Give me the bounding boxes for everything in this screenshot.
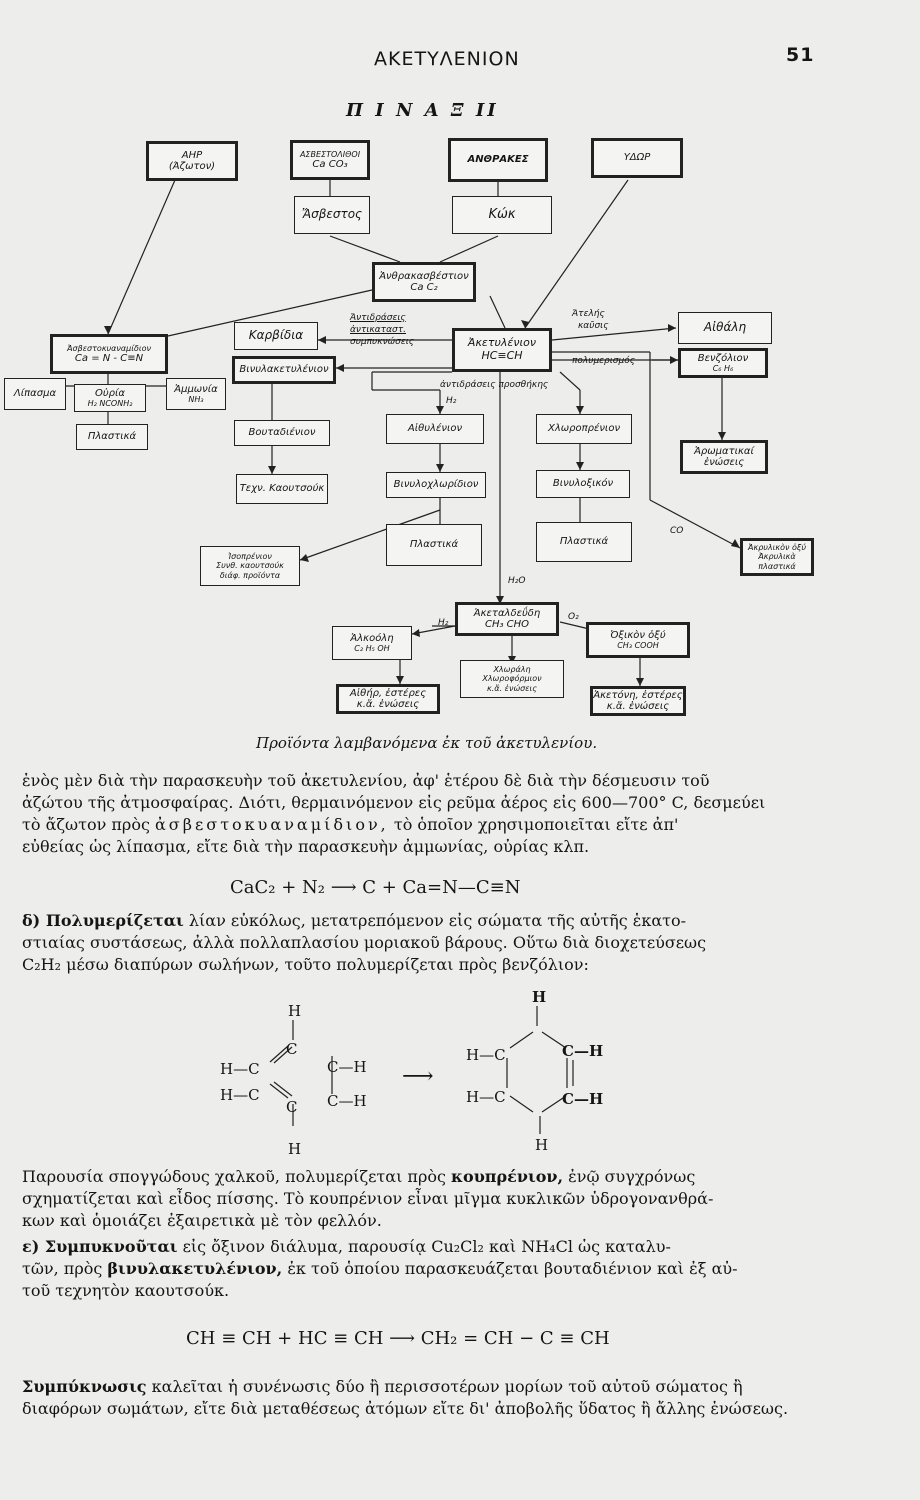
reactant-ch-2: C—H bbox=[327, 1092, 367, 1110]
equation-vinylacetylene: CH ≡ CH + HC ≡ CH ⟶ CH₂ = CH − C ≡ CH bbox=[186, 1328, 610, 1349]
label-incomplete-combustion: Ἀτελής καῦσις bbox=[572, 309, 609, 331]
benzene-scheme-bonds bbox=[0, 990, 920, 1190]
table-title: Π Ι Ν Α Ξ II bbox=[346, 100, 499, 121]
box-acrylic-acid: Ἀκρυλικὸν ὀξύ Ἀκρυλικὰ πλαστικά bbox=[740, 538, 814, 576]
box-air: ΑΗΡ (Άζωτον) bbox=[146, 141, 238, 181]
benzene-hc-1: H—C bbox=[466, 1046, 506, 1064]
page-number: 51 bbox=[786, 44, 815, 66]
box-plastics-3: Πλαστικά bbox=[536, 522, 632, 562]
box-isoprene: Ἰσοπρένιον Συνθ. καουτσούκ διάφ. προϊόντα bbox=[200, 546, 300, 586]
box-calcium-carbide: Ἀνθρακασβέστιον Ca C₂ bbox=[372, 262, 476, 302]
box-acetic-acid: Ὀξικὸν ὀξύ CH₃ COOH bbox=[586, 622, 690, 658]
label-reactions: Ἀντιδράσεις ἀντικαταστ. συμπυκνώσεις bbox=[350, 313, 415, 347]
label-addition-reactions: ἀντιδράσεις προσθήκης bbox=[440, 380, 549, 390]
box-soot: Αἰθάλη bbox=[678, 312, 772, 344]
box-carbides: Καρβίδια bbox=[234, 322, 318, 350]
box-ethylene: Αἰθυλένιον bbox=[386, 414, 484, 444]
box-plastics-1: Πλαστικά bbox=[76, 424, 148, 450]
reactant-c-top: C bbox=[286, 1040, 298, 1058]
box-urea: Οὐρία H₂ NCONH₂ bbox=[74, 384, 146, 412]
box-plastics-2: Πλαστικά bbox=[386, 524, 482, 566]
box-vinylacetylene: Βινυλακετυλένιον bbox=[232, 356, 336, 384]
box-coal: ΑΝΘΡΑΚΕΣ bbox=[448, 138, 548, 182]
box-synthetic-rubber: Τεχν. Καουτσούκ bbox=[236, 474, 328, 504]
box-acetone-esters: Ἀκετόνη, ἐστέρες κ.ἄ. ἑνώσεις bbox=[590, 686, 686, 716]
reactant-hc-2: H—C bbox=[220, 1086, 260, 1104]
label-h2o: H₂O bbox=[508, 576, 526, 586]
box-chloral: Χλωράλη Χλωροφόρμιον κ.ἄ. ἑνώσεις bbox=[460, 660, 564, 698]
label-h2-b: H₂ bbox=[438, 618, 449, 628]
label-h2: H₂ bbox=[446, 396, 457, 406]
benzene-hc-2: H—C bbox=[466, 1088, 506, 1106]
figure-caption: Προϊόντα λαμβανόμενα ἐκ τοῦ ἀκετυλενίου. bbox=[256, 734, 598, 752]
box-chloroprene: Χλωροπρένιον bbox=[536, 414, 632, 444]
box-aromatic-compounds: Ἀρωματικαί ἑνώσεις bbox=[680, 440, 768, 474]
box-vinyl-chloride: Βινυλοχλωρίδιον bbox=[386, 472, 486, 498]
label-o2: O₂ bbox=[568, 612, 579, 622]
running-header: ΑΚΕΤΥΛΕΝΙΟΝ bbox=[374, 48, 520, 70]
box-ammonia: Ἀμμωνία NH₃ bbox=[166, 378, 226, 410]
box-water: ΥΔΩΡ bbox=[591, 138, 683, 178]
box-coke: Κώκ bbox=[452, 196, 552, 234]
label-polymerization: πολυμερισμός bbox=[572, 356, 636, 366]
reactant-h-top: H bbox=[288, 1002, 302, 1020]
box-benzene: Βενζόλιον C₆ H₆ bbox=[678, 348, 768, 378]
reactant-hc-1: H—C bbox=[220, 1060, 260, 1078]
box-butadiene: Βουταδιένιον bbox=[234, 420, 330, 446]
box-lime: Ἄσβεστος bbox=[294, 196, 370, 234]
box-alcohol: Ἀλκοόλη C₂ H₅ OH bbox=[332, 626, 412, 660]
benzene-h-bottom: H bbox=[535, 1136, 549, 1154]
box-ether-esters: Αἰθήρ, ἐστέρες κ.ἄ. ἑνώσεις bbox=[336, 684, 440, 714]
box-fertilizer: Λίπασμα bbox=[4, 378, 66, 410]
reactant-h-bottom: H bbox=[288, 1140, 302, 1158]
box-calcium-cyanamide: Ἀσβεστοκυαναμίδιον Ca = N - C≡N bbox=[50, 334, 168, 374]
box-acetylene: Ἀκετυλένιον HC≡CH bbox=[452, 328, 552, 372]
paragraph-definition: Συμπύκνωσις καλεῖται ἡ συνένωσις δύο ἢ περισσοτέρων μορίων τοῦ αὐτοῦ σώματος ἢ διαφόρων σωμάτων, εἴτε διὰ μεταθέσεως ἀτόμων εἴτε δι' ἀποβολῆς ὕδατος ἢ ἄλλης ἑνώσεως. bbox=[22, 1377, 789, 1418]
equation-cyanamide: CaC₂ + N₂ ⟶ C + Ca=N—C≡N bbox=[230, 877, 521, 898]
box-vinyl-acetate: Βινυλοξικόν bbox=[536, 470, 630, 498]
paragraph-polymerization: δ) Πολυμερίζεται λίαν εὐκόλως, μετατρεπόμενον εἰς σώματα τῆς αὐτῆς ἑκατο- στιαίας συστάσεως, ἀλλὰ πολλαπλασίου μοριακοῦ βάρους. Οὕτω διὰ διοχετεύσεως C₂H₂ μέσω διαπύρων σωλήνων, τοῦτο πολυμερίζεται πρὸς βενζόλιον: bbox=[22, 911, 707, 974]
label-co: CO bbox=[670, 526, 684, 536]
reaction-arrow: ⟶ bbox=[402, 1064, 434, 1089]
benzene-h-top: H bbox=[532, 988, 547, 1006]
paragraph-condensation: ε) Συμπυκνοῦται εἰς ὄξινον διάλυμα, παρουσίᾳ Cu₂Cl₂ καὶ NH₄Cl ὡς καταλυ- τῶν, πρὸς βινυλακετυλένιον, ἐκ τοῦ ὁποίου παρασκευάζεται βουταδιένιον καὶ ἐξ αὐ- τοῦ τεχνητὸν καουτσούκ. bbox=[22, 1237, 738, 1300]
box-limestone: ΑΣΒΕΣΤΟΛΙΘΟΙ Ca CO₃ bbox=[290, 140, 370, 180]
paragraph-1: ἑνὸς μὲν διὰ τὴν παρασκευὴν τοῦ ἀκετυλενίου, ἀφ' ἑτέρου δὲ διὰ τὴν δέσμευσιν τοῦ ἀζώτου τῆς ἀτμοσφαίρας. Διότι, θερμαινόμενον εἰς ρεῦμα ἀέρος εἰς 600—700° C, δεσμεύει τὸ ἄζωτον πρὸς ἀσβεστοκυαναμίδιον, τὸ ὁποῖον χρησιμοποιεῖται εἴτε ἀπ' εὐθείας ὡς λίπασμα, εἴτε διὰ τὴν παρασκευὴν ἀμμωνίας, οὐρίας κλπ. bbox=[22, 771, 766, 856]
benzene-ch-2: C—H bbox=[562, 1090, 604, 1108]
paragraph-cuprene: Παρουσία σπογγώδους χαλκοῦ, πολυμερίζεται πρὸς κουπρένιον, ἐνῷ συγχρόνως σχηματίζεται καὶ εἶδος πίσσης. Τὸ κουπρένιον εἶναι μῖγμα κυκλικῶν ὑδρογονανθρά- κων καὶ ὁμοιάζει ἐξαιρετικὰ μὲ τὸν φελλόν. bbox=[22, 1167, 714, 1230]
reactant-ch-1: C—H bbox=[327, 1058, 367, 1076]
benzene-ch-1: C—H bbox=[562, 1042, 604, 1060]
box-acetaldehyde: Ἀκεταλδεΰδη CH₃ CHO bbox=[455, 602, 559, 636]
reactant-c-bottom: C bbox=[286, 1098, 298, 1116]
